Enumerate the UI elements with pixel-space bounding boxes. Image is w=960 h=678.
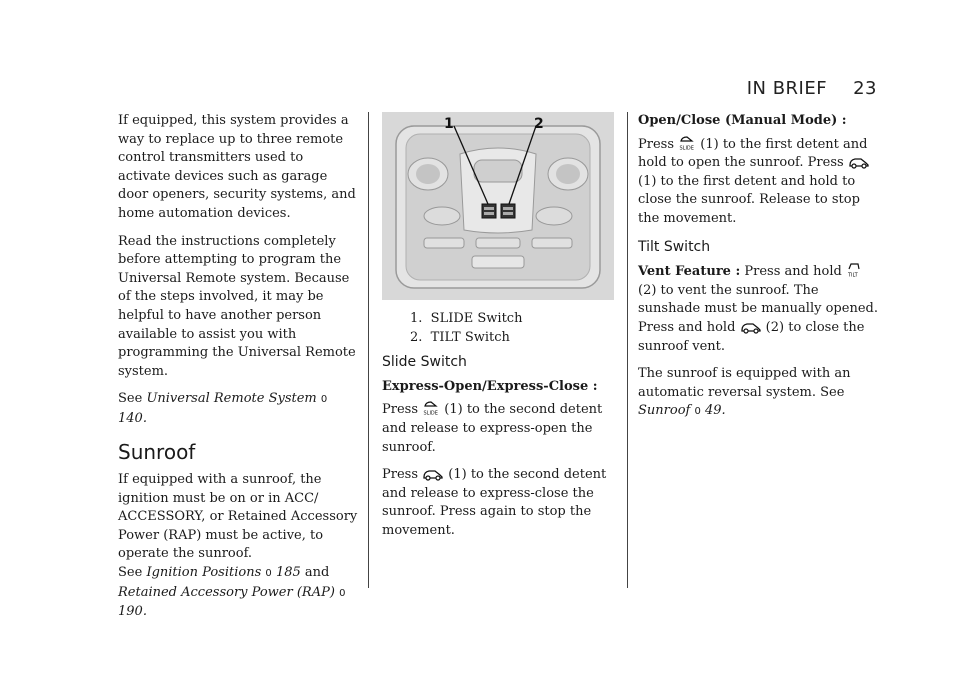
sunroof-see-reference: See Ignition Positions 0 185 and Retained Accessory Power (RAP) 0 190. <box>118 565 346 620</box>
sunroof-link[interactable]: Sunroof <box>638 403 691 419</box>
sunroof-paragraph: If equipped with a sunroof, the ignition must be on or in ACC/ ACCESSORY, or Retained Accessory Power (RAP) must be active, to operate the sunroof. <box>118 472 358 562</box>
column-divider <box>368 112 369 588</box>
column-2 <box>382 112 618 550</box>
slide-close-icon <box>849 155 869 169</box>
ignition-positions-page[interactable]: 185 <box>275 565 301 581</box>
legend-item: 2. TILT Switch <box>410 329 510 345</box>
page-header <box>747 78 877 99</box>
express-label: Express-Open/Express-Close : <box>382 378 598 394</box>
sunroof-page[interactable]: 49. <box>705 403 726 419</box>
page-ref-icon: 0 <box>320 394 328 406</box>
express-close-paragraph: Press (1) to the second detent and release to express-close the sunroof. Press again to stop the movement. <box>382 467 607 538</box>
instructions-paragraph: Read the instructions completely before attempting to program the Universal Remote system. Because of the steps involved, it may be helpful to have another person available to assist you with programming the Universal Remote system. <box>118 233 356 379</box>
page-number: 23 <box>853 78 877 99</box>
slide-close-icon <box>423 467 443 481</box>
column-1 <box>118 112 358 631</box>
slide-close-icon <box>741 320 761 334</box>
tilt-switch-heading: Tilt Switch <box>638 238 711 255</box>
page-ref-icon: 0 <box>694 406 701 418</box>
rap-link[interactable]: Retained Accessory Power (RAP) <box>118 584 335 600</box>
see-reference: See Universal Remote System 0 140. <box>118 391 328 426</box>
slide-open-icon <box>423 400 439 416</box>
open-close-label: Open/Close (Manual Mode) : <box>638 113 847 128</box>
figure-legend <box>382 310 618 347</box>
tilt-icon <box>847 262 861 278</box>
slide-switch-heading: Slide Switch <box>382 354 467 371</box>
rap-page[interactable]: 190. <box>118 604 147 620</box>
slide-switch <box>482 204 496 218</box>
column-divider <box>627 112 628 588</box>
svg-text:TILT: TILT <box>847 272 858 279</box>
svg-text:SLIDE: SLIDE <box>679 145 695 151</box>
tilt-switch <box>501 204 515 218</box>
intro-paragraph: If equipped, this system provides a way to replace up to three remote control transmitters used to activate devices such as garage door openers, security systems, and home automation devices. <box>118 113 356 221</box>
overhead-console-figure <box>382 112 614 300</box>
vent-paragraph: Vent Feature : Press and hold TILT (2) to vent the sunroof. The sunshade must be manually opened. Press and hold (2) to close the sunroof vent. <box>638 264 878 354</box>
reversal-paragraph: The sunroof is equipped with an automatic reversal system. See Sunroof 0 49. <box>638 366 851 419</box>
slide-open-icon <box>679 135 695 151</box>
svg-text:SLIDE: SLIDE <box>423 410 439 417</box>
universal-remote-link[interactable]: Universal Remote System <box>146 391 317 407</box>
column-3 <box>638 112 883 431</box>
manual-mode-paragraph: Press SLIDE (1) to the first detent and hold to open the sunroof. Press (1) to the first detent and hold to close the sunroof. Release to stop the movement. <box>638 136 868 226</box>
section-title: IN BRIEF <box>746 78 828 99</box>
express-open-paragraph: Press SLIDE (1) to the second detent and release to express-open the sunroof. <box>382 402 603 455</box>
page-ref-icon: 0 <box>265 568 272 580</box>
ignition-positions-link[interactable]: Ignition Positions <box>146 565 262 581</box>
callout-2: 2 <box>534 116 544 132</box>
callout-1: 1 <box>444 116 454 132</box>
page-ref-icon: 0 <box>339 587 346 599</box>
universal-remote-page[interactable]: 140. <box>118 410 147 426</box>
legend-item: 1. SLIDE Switch <box>410 311 523 326</box>
sunroof-heading: Sunroof <box>118 439 196 464</box>
